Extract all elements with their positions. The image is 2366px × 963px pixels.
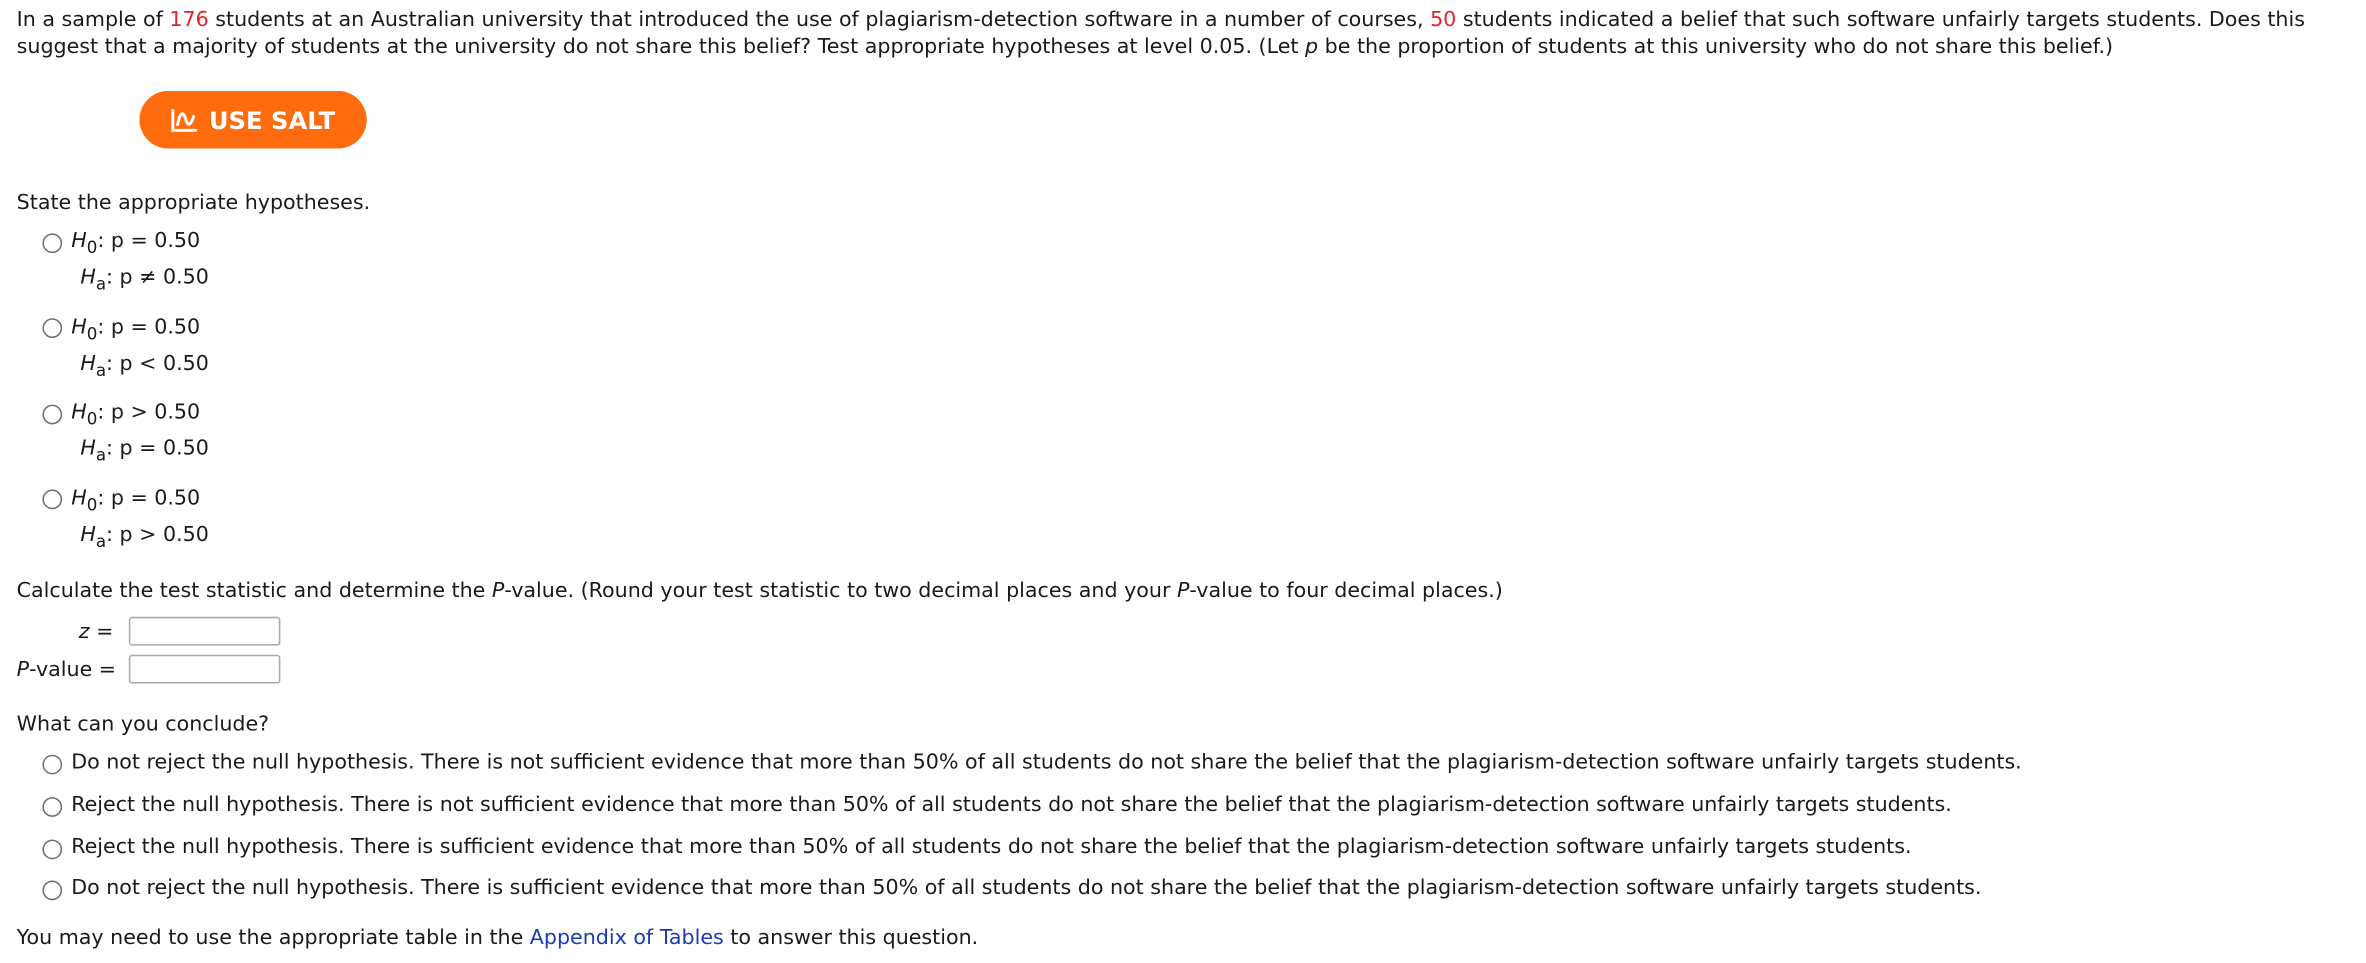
conclusion-option-3-radio[interactable] <box>42 840 62 860</box>
conclusion-option-3-label: Reject the null hypothesis. There is sufficient evidence that more than 50% of all students do not share the belief that the plagiarism-detection software unfairly targets students. <box>71 835 1912 860</box>
conclusion-option-1-radio[interactable] <box>42 755 62 775</box>
hypothesis-option-3-radio[interactable] <box>42 405 62 425</box>
hypothesis-option-1-h0: $H_0$: p = 0.50 <box>71 228 201 258</box>
conclusion-option-2-radio[interactable] <box>42 797 62 817</box>
z-label: z = <box>78 619 114 645</box>
problem-text-2: students at an Australian university that introduced the use of plagiarism-detection software in a number of courses, <box>208 7 1431 32</box>
hypotheses-prompt: State the appropriate hypotheses. <box>16 190 371 216</box>
hypothesis-option-2-radio[interactable] <box>42 318 62 338</box>
problem-statement <box>17 6 2358 61</box>
conclusion-option-4-radio[interactable] <box>42 881 62 901</box>
hypothesis-option-3-ha: $H_a$: p = 0.50 <box>80 436 209 466</box>
conclusion-option-4-label: Do not reject the null hypothesis. There is sufficient evidence that more than 50% of all students do not share the belief that the plagiarism-detection software unfairly targets students. <box>71 875 1982 901</box>
problem-text-3: students indicated a belief that such software unfairly targets students. Does this suggest that a majority of students at the university do not share this belief? Test appropriate hypotheses at level 0.05. (Let <box>16 7 2305 60</box>
calculate-prompt: Calculate the test statistic and determine the P-value. (Round your test statistic to two decimal places and your P-value to four decimal places.) <box>16 578 1503 604</box>
appendix-of-tables-link[interactable]: Appendix of Tables <box>529 925 724 951</box>
use-salt-label: USE SALT <box>208 105 336 135</box>
hypothesis-option-4-h0: $H_0$: p = 0.50 <box>71 486 201 516</box>
hypothesis-option-3-h0: $H_0$: p > 0.50 <box>71 400 201 429</box>
hypothesis-option-2-h0: $H_0$: p = 0.50 <box>71 315 201 345</box>
count-value: 50 <box>1430 7 1457 32</box>
pvalue-input[interactable] <box>129 655 281 684</box>
p-symbol: p <box>1305 34 1319 60</box>
problem-text-1: In a sample of <box>16 7 170 32</box>
hypothesis-option-1-ha: $H_a$: p ≠ 0.50 <box>80 265 209 295</box>
problem-text-4: be the proportion of students at this university who do not share this belief.) <box>1318 34 2114 60</box>
hypothesis-option-4-radio[interactable] <box>42 490 62 510</box>
conclusion-option-2-label: Reject the null hypothesis. There is not sufficient evidence that more than 50% of all students do not share the belief that the plagiarism-detection software unfairly targets students. <box>71 792 1952 817</box>
footer-note: You may need to use the appropriate table in the Appendix of Tables to answer this question. <box>16 925 979 951</box>
sample-size-value: 176 <box>169 7 209 32</box>
z-input[interactable] <box>129 617 281 646</box>
conclusion-prompt: What can you conclude? <box>16 712 270 737</box>
conclusion-option-1-label: Do not reject the null hypothesis. There is not sufficient evidence that more than 50% of all students do not share the belief that the plagiarism-detection software unfairly targets students. <box>71 750 2022 775</box>
use-salt-button[interactable] <box>139 91 366 149</box>
salt-chart-icon <box>171 108 198 132</box>
pvalue-label: P-value = <box>16 657 117 682</box>
hypothesis-option-2-ha: $H_a$: p < 0.50 <box>80 351 209 381</box>
hypothesis-option-1-radio[interactable] <box>42 233 62 253</box>
hypothesis-option-4-ha: $H_a$: p > 0.50 <box>80 522 209 552</box>
